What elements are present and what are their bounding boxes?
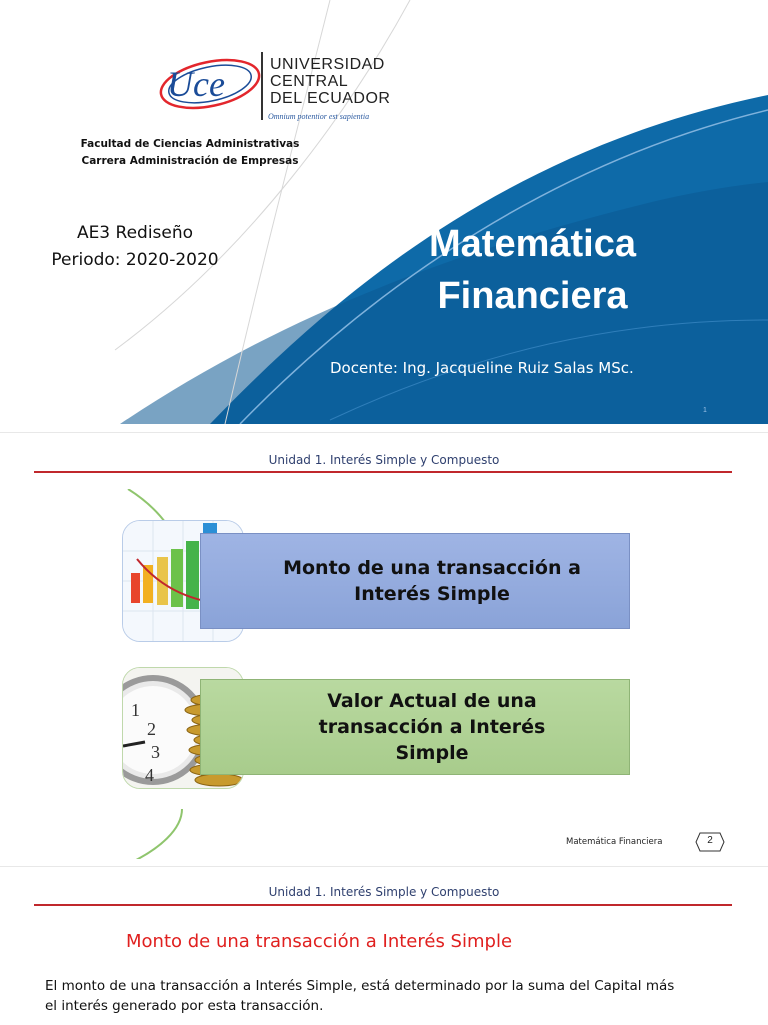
body-line: el interés generado por esta transacción. bbox=[45, 998, 324, 1014]
faculty-info bbox=[60, 136, 320, 170]
body-line: El monto de una transacción a Interés Simple, está determinado por la suma del Capital más bbox=[45, 978, 675, 994]
career-line: Carrera Administración de Empresas bbox=[81, 155, 299, 167]
course-period: Periodo: 2020-2020 bbox=[51, 250, 219, 270]
page-number-badge bbox=[695, 832, 725, 852]
svg-text:4: 4 bbox=[145, 765, 154, 785]
page-number: 2 bbox=[707, 835, 713, 846]
topic-line: transacción a Interés bbox=[318, 716, 546, 738]
university-name bbox=[270, 56, 390, 107]
page-number: 1 bbox=[703, 407, 707, 414]
title-line: Matemática bbox=[429, 223, 636, 265]
svg-text:3: 3 bbox=[151, 742, 160, 762]
unit-title: Unidad 1. Interés Simple y Compuesto bbox=[268, 453, 500, 467]
title-line: Financiera bbox=[437, 275, 628, 317]
title-rule bbox=[34, 904, 732, 906]
teacher-name: Docente: Ing. Jacqueline Ruiz Salas MSc. bbox=[330, 359, 634, 377]
topic-line: Monto de una transacción a bbox=[283, 557, 581, 579]
university-motto: Omnium potentior est sapientia bbox=[268, 112, 370, 121]
course-info bbox=[40, 220, 230, 274]
university-name-line: UNIVERSIDAD bbox=[270, 56, 385, 73]
svg-text:1: 1 bbox=[131, 700, 140, 720]
content-slide bbox=[0, 866, 768, 1025]
logo-divider bbox=[261, 52, 264, 120]
title-rule bbox=[34, 471, 732, 473]
course-code: AE3 Rediseño bbox=[76, 223, 194, 243]
outline-slide bbox=[0, 432, 768, 859]
topic-line: Valor Actual de una bbox=[327, 690, 537, 712]
unit-title: Unidad 1. Interés Simple y Compuesto bbox=[268, 885, 500, 899]
university-logo bbox=[155, 52, 425, 122]
body-paragraph bbox=[45, 976, 725, 1016]
university-name-line: CENTRAL bbox=[270, 73, 349, 90]
topic-line: Simple bbox=[395, 742, 469, 764]
footer-label: Matemática Financiera bbox=[566, 837, 663, 847]
presentation-title bbox=[390, 218, 675, 322]
topic-line: Interés Simple bbox=[354, 583, 510, 605]
title-slide bbox=[0, 0, 768, 424]
svg-text:Uce: Uce bbox=[167, 64, 225, 104]
section-heading: Monto de una transacción a Interés Simple bbox=[126, 931, 513, 952]
topic-box-1 bbox=[200, 533, 630, 629]
uce-logo-mark bbox=[155, 52, 265, 114]
svg-text:2: 2 bbox=[147, 719, 156, 739]
topic-box-2 bbox=[200, 679, 630, 775]
university-name-line: DEL ECUADOR bbox=[270, 90, 391, 107]
faculty-line: Facultad de Ciencias Administrativas bbox=[80, 138, 300, 150]
